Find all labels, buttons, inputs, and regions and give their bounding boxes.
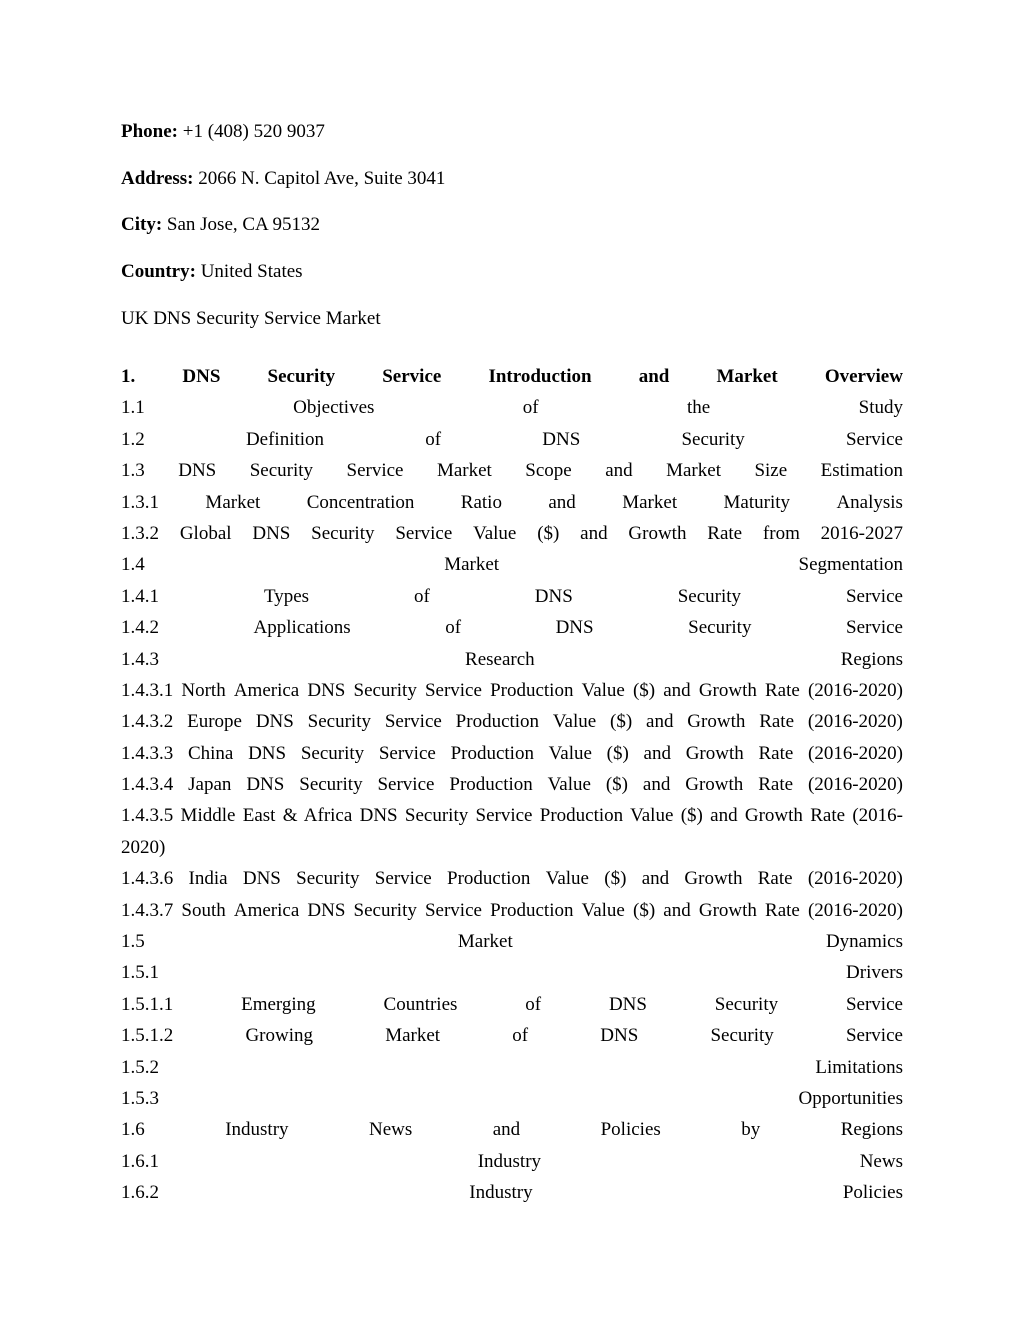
toc-entry — [121, 769, 903, 800]
toc-word: and — [548, 491, 576, 513]
toc-word: Industry — [225, 1119, 289, 1141]
toc-word: Rate — [765, 899, 800, 921]
toc-word: Production — [449, 774, 533, 796]
toc-word: Value — [581, 679, 625, 701]
toc-word: Service — [845, 428, 903, 450]
toc-word: 1.3 — [121, 460, 145, 482]
toc-word: of — [522, 397, 539, 419]
toc-word: 1.4.3.3 — [121, 742, 174, 764]
toc-word: 1.1 — [121, 397, 145, 419]
toc-word: 1.4.3.4 — [121, 774, 174, 796]
toc-word: Ratio — [460, 491, 502, 513]
toc-word: Rate — [758, 774, 794, 796]
toc-word: (2016-2020) — [807, 711, 903, 733]
toc-word: Service — [382, 366, 442, 387]
toc-word: News — [859, 1150, 903, 1172]
toc-word: Emerging — [241, 993, 316, 1015]
toc-word: DNS — [255, 711, 294, 733]
toc-entry — [121, 957, 903, 988]
toc-word: ($) — [604, 868, 627, 890]
toc-word: Market — [205, 491, 261, 513]
toc-word: 1.5.1.2 — [121, 1025, 174, 1047]
toc-word: ($) — [605, 774, 628, 796]
toc-word: Value — [547, 774, 591, 796]
document-title: UK DNS Security Service Market — [121, 308, 381, 329]
toc-word: DNS — [182, 366, 221, 387]
toc-word: Production — [455, 711, 540, 733]
toc-word: Service — [845, 1025, 903, 1047]
toc-word: Security — [688, 617, 752, 639]
address-value: 2066 N. Capitol Ave, Suite 3041 — [193, 168, 446, 189]
toc-word: Limitations — [815, 1056, 903, 1078]
toc-word: Research — [465, 648, 535, 670]
toc-word: Introduction — [488, 366, 592, 387]
toc-word: 1.5.3 — [121, 1088, 159, 1110]
toc-word: Value — [545, 868, 589, 890]
toc-entry — [121, 644, 903, 675]
toc-word: Service — [424, 899, 482, 921]
toc-word: Definition — [245, 428, 325, 450]
toc-word: Analysis — [836, 491, 903, 513]
toc-entry — [121, 487, 903, 518]
toc-word: Service — [384, 711, 442, 733]
toc-word: DNS — [178, 460, 217, 482]
toc-word: 1.4 — [121, 554, 145, 576]
toc-word: and — [646, 711, 674, 733]
toc-word: DNS — [555, 617, 594, 639]
toc-entry — [121, 424, 903, 455]
toc-word: Global — [179, 522, 232, 544]
toc-word: Value — [548, 742, 592, 764]
toc-word: DNS — [248, 742, 287, 764]
toc-word: Industry — [477, 1150, 542, 1172]
toc-word: Market — [444, 554, 500, 576]
toc-word: of — [413, 585, 430, 607]
toc-word: Service — [346, 460, 404, 482]
toc-word: 1.4.3.7 — [121, 899, 174, 921]
toc-word: South — [181, 899, 226, 921]
phone-label: Phone: — [121, 121, 178, 142]
toc-word: Security — [710, 1025, 774, 1047]
toc-entry — [121, 549, 903, 580]
toc-word: 1.3.1 — [121, 491, 159, 513]
contact-city — [121, 213, 320, 237]
phone-value: +1 (408) 520 9037 — [178, 121, 325, 142]
toc-word: America — [233, 679, 300, 701]
toc-word: Production — [447, 868, 531, 890]
toc-word: Security — [714, 993, 779, 1015]
toc-word: ($) — [632, 679, 656, 701]
toc-word: Rate — [707, 522, 743, 544]
toc-entry — [121, 706, 903, 737]
toc-entry — [121, 926, 903, 957]
toc-word: DNS — [542, 428, 581, 450]
toc-word: of — [512, 1025, 529, 1047]
toc-entry — [121, 989, 903, 1020]
toc-entry — [121, 863, 903, 894]
toc-word: (2016-2020) — [807, 679, 903, 701]
toc-entry — [121, 675, 903, 706]
toc-entry — [121, 581, 903, 612]
toc-word: Value — [581, 899, 625, 921]
contact-address — [121, 167, 445, 191]
toc-word: Objectives — [293, 397, 375, 419]
toc-word: the — [687, 397, 711, 419]
toc-word: 1.5.2 — [121, 1056, 159, 1078]
toc-entry — [121, 895, 903, 926]
toc-word: America — [233, 899, 300, 921]
toc-word: Japan — [188, 774, 232, 796]
toc-word: Market — [716, 366, 778, 387]
toc-word: Production — [490, 679, 574, 701]
toc-word: 1.2 — [121, 428, 145, 450]
toc-word: Growth — [684, 868, 743, 890]
toc-word: Segmentation — [798, 554, 903, 576]
toc-word: China — [187, 742, 234, 764]
toc-word: 1.5.1 — [121, 962, 159, 984]
toc-word: Market — [666, 460, 721, 482]
toc-word: 1.4.3.2 — [121, 711, 174, 733]
toc-word: and — [643, 742, 671, 764]
toc-word: 1.6.2 — [121, 1182, 159, 1204]
toc-word: 1.4.2 — [121, 617, 159, 639]
toc-word: Rate — [759, 711, 795, 733]
toc-word: ($) — [537, 522, 560, 544]
toc-word: Service — [845, 993, 903, 1015]
toc-word: Growth — [685, 774, 744, 796]
toc-word: India — [188, 868, 228, 890]
toc-word: Security — [677, 585, 742, 607]
toc-word: and — [580, 522, 608, 544]
country-label: Country: — [121, 261, 196, 282]
toc-word: Applications — [253, 617, 351, 639]
toc-word: and — [492, 1119, 521, 1141]
toc-word: and — [605, 460, 633, 482]
toc-word: Market — [436, 460, 492, 482]
toc-word: of — [525, 993, 542, 1015]
toc-word: Production — [490, 899, 574, 921]
toc-word: DNS — [252, 522, 291, 544]
toc-word: News — [368, 1119, 413, 1141]
city-label: City: — [121, 214, 163, 235]
toc-entry — [121, 1020, 903, 1051]
toc-word: Rate — [765, 679, 800, 701]
toc-word: of — [425, 428, 442, 450]
toc-entry — [121, 1052, 903, 1083]
toc-word: 1. — [121, 366, 136, 387]
toc-word: Service — [424, 679, 482, 701]
toc-word: Rate — [758, 742, 794, 764]
toc-word: Maturity — [723, 491, 791, 513]
toc-entry — [121, 1146, 903, 1177]
toc-entry — [121, 612, 903, 643]
toc-word: ($) — [610, 711, 633, 733]
toc-word: (2016-2020) — [807, 899, 903, 921]
toc-word: (2016-2020) — [807, 774, 903, 796]
toc-word: Security — [249, 460, 314, 482]
contact-country — [121, 260, 303, 284]
toc-word: Value — [552, 711, 597, 733]
toc-word: Security — [300, 742, 365, 764]
toc-word: 1.3.2 — [121, 522, 159, 544]
toc-word: DNS — [246, 774, 285, 796]
city-value: San Jose, CA 95132 — [162, 214, 320, 235]
toc-entry — [121, 361, 903, 392]
country-value: United States — [195, 261, 303, 282]
toc-word: Growth — [687, 711, 746, 733]
toc-entry — [121, 518, 903, 549]
toc-word: from — [762, 522, 800, 544]
toc-word: Countries — [383, 993, 458, 1015]
toc-word: ($) — [633, 899, 656, 921]
toc-word: 1.6 — [121, 1119, 145, 1141]
toc-word: Value — [473, 522, 517, 544]
toc-entry — [121, 455, 903, 486]
toc-word: Production — [450, 742, 534, 764]
toc-word: Opportunities — [798, 1088, 903, 1110]
toc-word: and — [638, 366, 670, 387]
toc-word: 1.5.1.1 — [121, 993, 174, 1015]
toc-word: ($) — [606, 742, 629, 764]
toc-word: Scope — [525, 460, 572, 482]
toc-word: Security — [307, 711, 371, 733]
toc-word: and — [663, 899, 691, 921]
address-label: Address: — [121, 168, 194, 189]
toc-word: Service — [846, 617, 903, 639]
toc-word: Service — [374, 868, 432, 890]
toc-word: Security — [299, 774, 363, 796]
toc-entry — [121, 1177, 903, 1208]
toc-word: Drivers — [846, 962, 903, 984]
toc-word: by — [741, 1119, 761, 1141]
toc-word: Security — [296, 868, 360, 890]
toc-word: Regions — [840, 648, 903, 670]
toc-word: Security — [681, 428, 745, 450]
toc-word: Security — [353, 679, 417, 701]
toc-word: of — [445, 617, 462, 639]
toc-word: 2016-2027 — [820, 522, 903, 544]
toc-word: Security — [311, 522, 375, 544]
toc-word: DNS — [534, 585, 573, 607]
toc-word: Europe — [187, 711, 242, 733]
contact-phone — [121, 120, 325, 144]
toc-word: Growth — [698, 899, 757, 921]
toc-word: Market — [385, 1025, 441, 1047]
toc-word: Service — [845, 585, 903, 607]
toc-word: Security — [353, 899, 417, 921]
toc-word: DNS — [608, 993, 647, 1015]
toc-word: Size — [754, 460, 788, 482]
toc-entry — [121, 738, 903, 769]
toc-word: Types — [263, 585, 310, 607]
toc-word: DNS — [307, 899, 346, 921]
toc-word: Rate — [757, 868, 793, 890]
toc-word: (2016-2020) — [807, 868, 903, 890]
toc-word: Growth — [698, 679, 757, 701]
toc-word: (2016-2020) — [808, 742, 903, 764]
toc-word: Service — [395, 522, 453, 544]
toc-word: North — [181, 679, 226, 701]
table-of-contents — [121, 361, 903, 1209]
toc-word: Regions — [840, 1119, 903, 1141]
toc-word: Concentration — [306, 491, 415, 513]
toc-word: 1.5 — [121, 931, 145, 953]
toc-entry — [121, 1083, 903, 1114]
toc-word: 1.6.1 — [121, 1150, 159, 1172]
toc-entry — [121, 1114, 903, 1145]
toc-word: 1.4.3.6 — [121, 868, 174, 890]
toc-word: and — [642, 774, 671, 796]
toc-word: Growth — [685, 742, 744, 764]
toc-entry — [121, 392, 903, 423]
toc-word: Growth — [628, 522, 687, 544]
toc-word: Estimation — [820, 460, 903, 482]
toc-entry: 1.4.3.5 Middle East & Africa DNS Security Service Production Value ($) and Growth Rate (2016-2020) — [121, 805, 903, 858]
toc-word: DNS — [600, 1025, 639, 1047]
toc-word: 1.4.3 — [121, 648, 159, 670]
toc-word: Study — [858, 397, 903, 419]
toc-word: Policies — [600, 1119, 661, 1141]
toc-word: DNS — [307, 679, 346, 701]
toc-word: Market — [457, 931, 513, 953]
toc-word: DNS — [242, 868, 281, 890]
toc-word: and — [641, 868, 670, 890]
toc-word: Overview — [824, 366, 903, 387]
toc-word: Policies — [842, 1182, 903, 1204]
toc-word: 1.4.1 — [121, 585, 159, 607]
toc-word: Security — [267, 366, 336, 387]
toc-word: Service — [377, 774, 435, 796]
toc-word: Growing — [245, 1025, 313, 1047]
toc-word: Market — [622, 491, 678, 513]
toc-word: Service — [378, 742, 436, 764]
toc-word: 1.4.3.1 — [121, 679, 174, 701]
toc-word: Dynamics — [825, 931, 903, 953]
toc-word: and — [663, 679, 691, 701]
toc-word: Industry — [469, 1182, 533, 1204]
